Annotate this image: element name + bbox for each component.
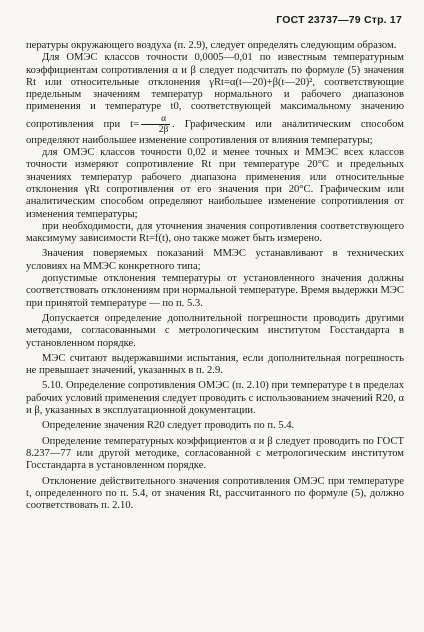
page-header: ГОСТ 23737—79 Стр. 17 [276,14,402,26]
paragraph: Допускается определение дополнительной погрешности проводить другими методами, согласованными с метрологическим институтом Госстандарта в установленном порядке. [26,312,404,349]
paragraph: пературы окружающего воздуха (п. 2.9), следует определять следующим образом. [26,40,397,51]
paragraph-with-formula [26,52,404,147]
paragraph: Отклонение действительного значения сопротивления ОМЭС при температуре t, определенного по п. 5.4, от значения Rt, рассчитанного по формуле (5), должно соответствовать п. 2.10. [26,475,404,512]
formula-numerator: α [141,114,170,125]
formula-denominator: 2β [158,124,169,135]
paragraph-text: Для ОМЭС классов точности 0,0005—0,01 по известным температурным коэффициентам сопротивления α и β следует подсчитать по формуле (5) значения Rt или относительные отклонения γRt=α(t—20)+β(t—20)², соответствующие предельным значениям температур нормального и рабочего диапазонов применения и температуре t0, соответствующей максимальному значению сопротивления при [26,52,404,130]
paragraph: допустимые отклонения температуры от установленного значения должны соответствовать отклонениям при нормальной температуре. Время выдержки МЭС при принятой температуре — по п. 5.3. [26,273,404,309]
paragraph: для ОМЭС классов точности 0,02 и менее точных и ММЭС всех классов точности измеряют сопротивление Rt при температуре 20°С и предельных значениях температур рабочего диапазона применения или относительные отклонения γRt сопротивления от его значения при 20°С. Графическим или аналитическим способом определяют наибольшее изменение сопротивления от изменения температуры; [26,147,404,220]
formula-lhs: t= [130,118,140,130]
paragraph-text: . Графическим или аналитическим способом определяют наибольшее изменение сопротивления от влияния температуры; [26,118,404,146]
paragraph: при необходимости, для уточнения значения сопротивления соответствующего максимуму зависимости Rt=f(t), оно также может быть измерено. [26,220,404,245]
paragraph: 5.10. Определение сопротивления ОМЭС (п. 2.10) при температуре t в пределах рабочих условий применения следует проводить с использованием значений R20, α и β, указанных в эксплуатационной документации. [26,380,404,417]
formula-fraction [141,114,170,135]
paragraph: МЭС считают выдержавшими испытания, если дополнительная погрешность не превышает значений, указанных в п. 2.9. [26,352,404,377]
document-body [26,40,404,512]
paragraph: Определение значения R20 следует проводить по п. 5.4. [42,420,295,432]
paragraph: Определение температурных коэффициентов α и β следует проводить по ГОСТ 8.237—77 или другой методике, согласованной с метрологическим институтом Госстандарта в установленном порядке. [26,435,404,472]
paragraph: Значения поверяемых показаний ММЭС устанавливают в технических условиях на ММЭС конкретного типа; [26,248,404,272]
